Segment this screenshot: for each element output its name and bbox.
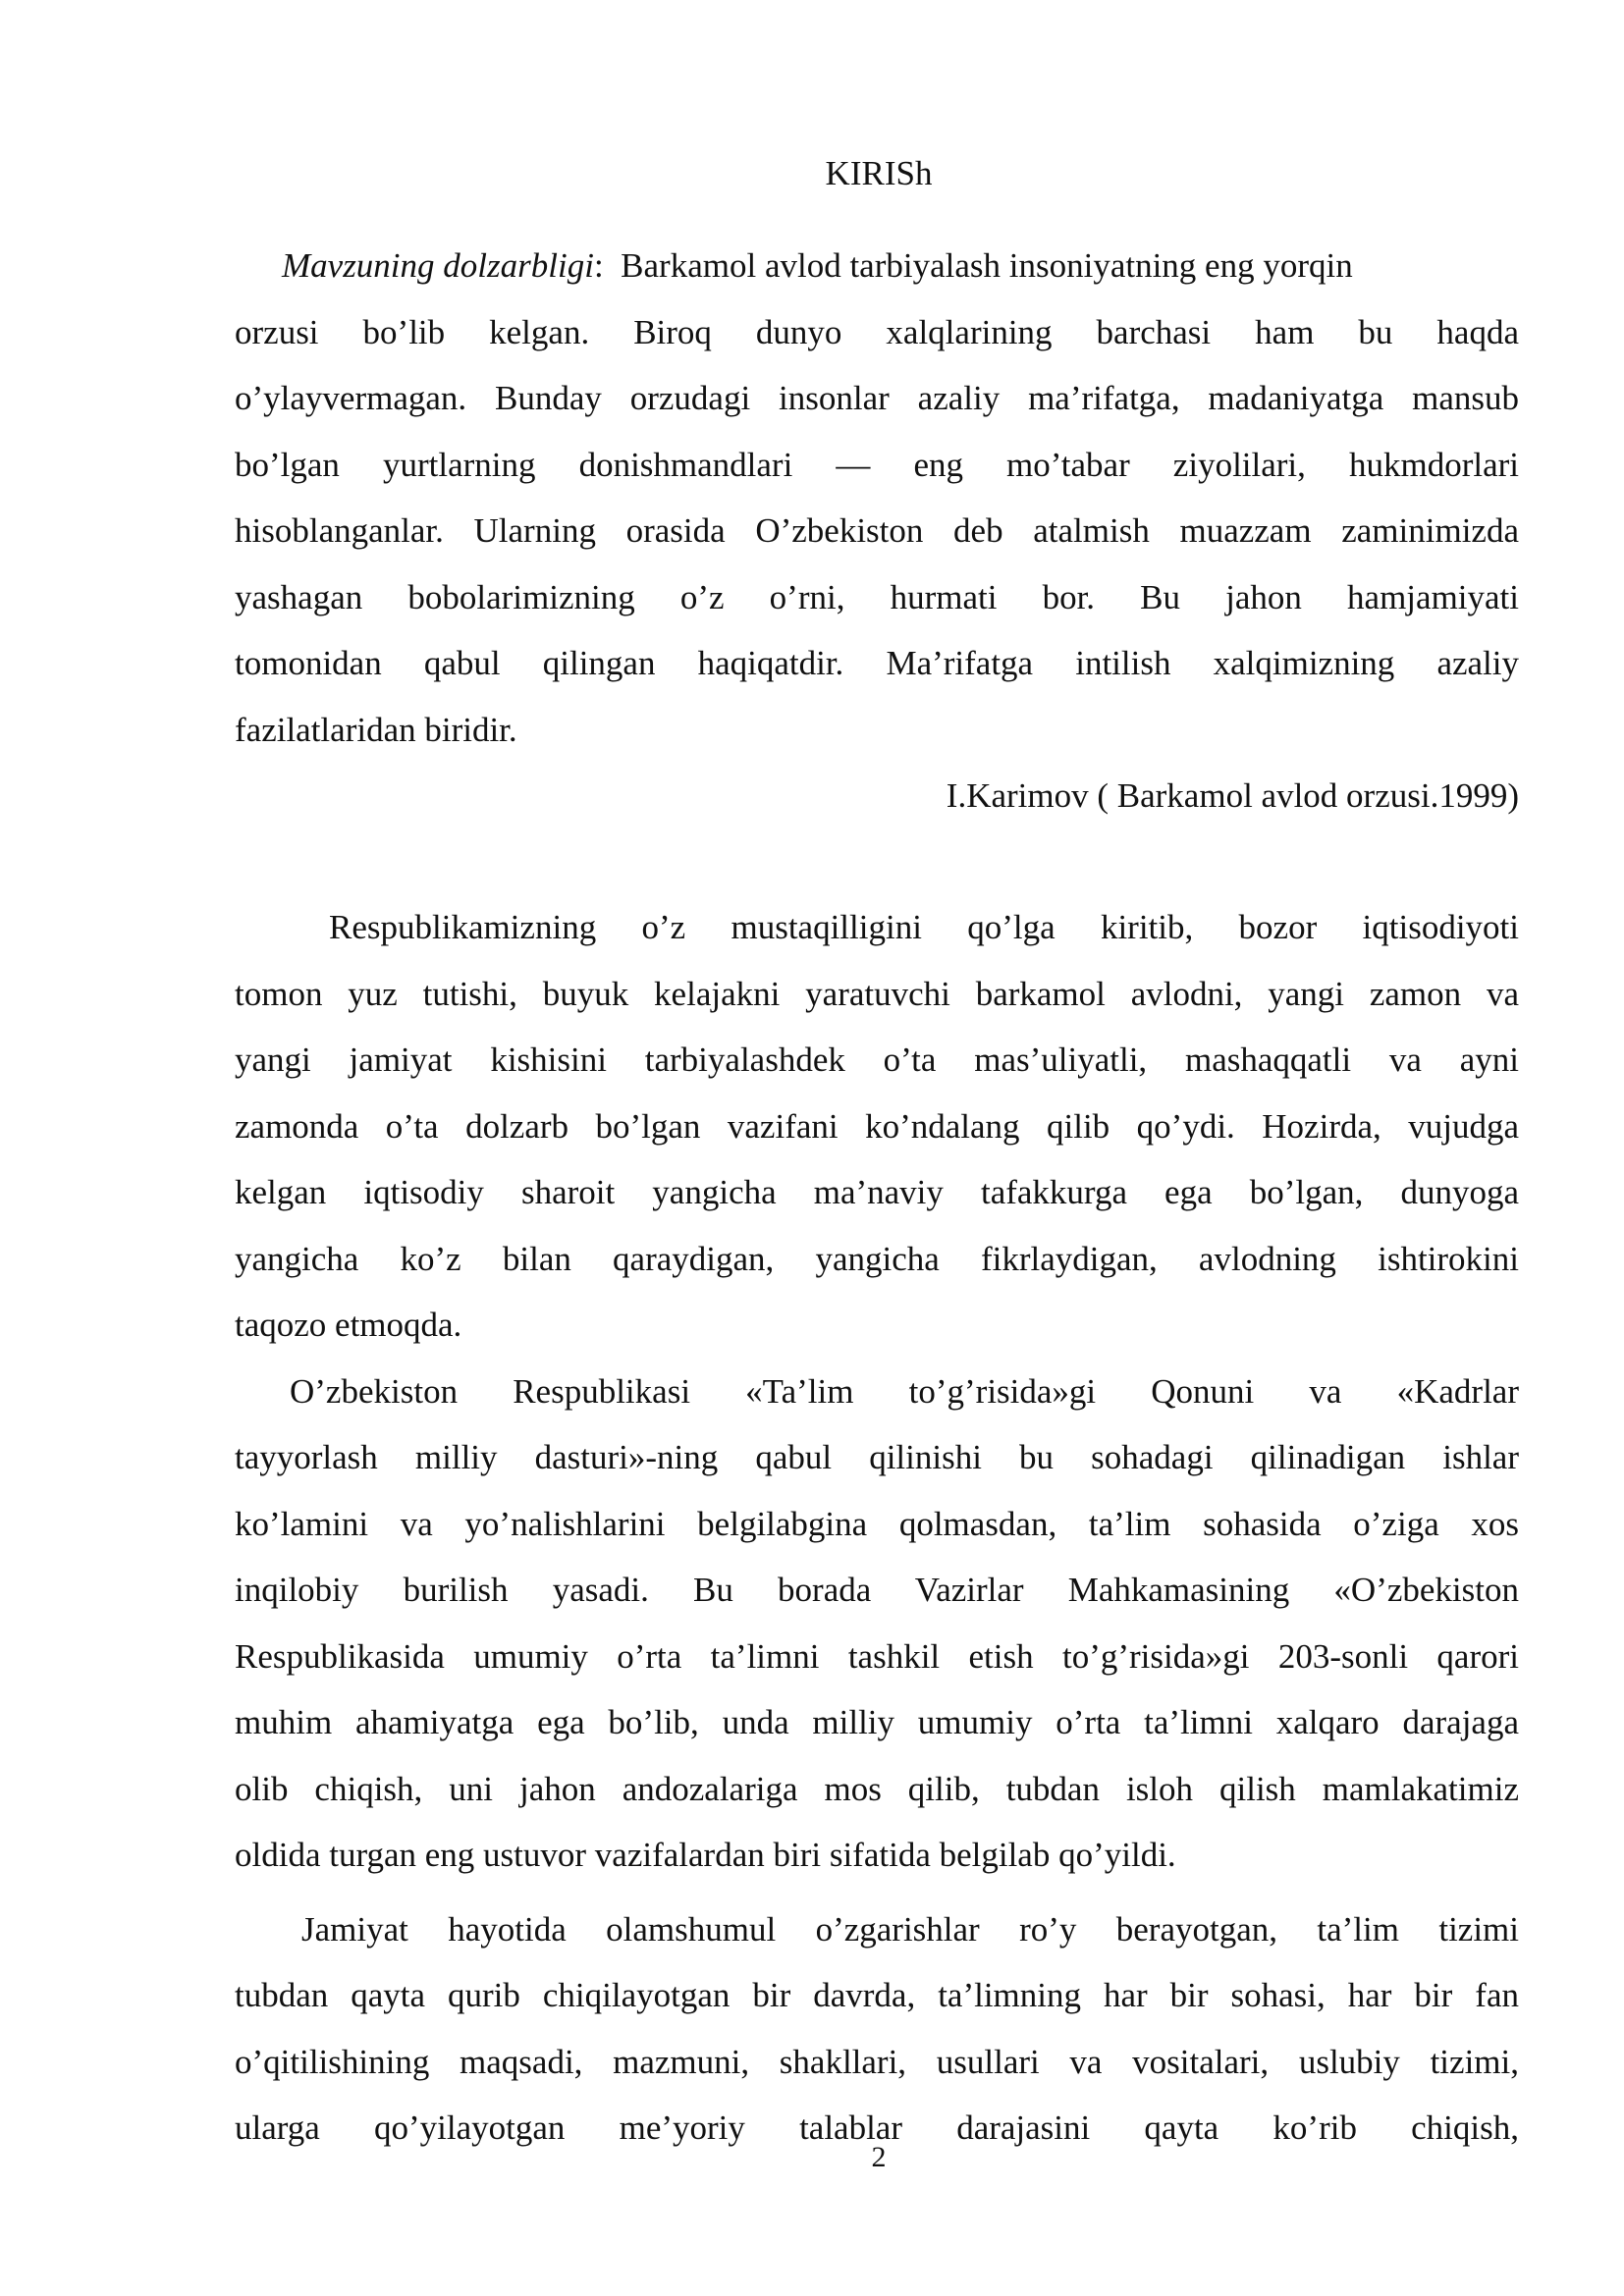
paragraph-line: tomon yuz tutishi, buyuk kelajakni yaratuvchi barkamol avlodni, yangi zamon va [235, 974, 1519, 1013]
paragraph-gap [235, 1889, 1519, 1896]
epigraph-line: bo’lgan yurtlarning donishmandlari — eng mo’tabar ziyolilari, hukmdorlari [235, 445, 1519, 484]
label-colon: : [593, 246, 604, 285]
paragraph-line: o’qitilishining maqsadi, mazmuni, shakllari, usullari va vositalari, uslubiy tizimi, [235, 2042, 1519, 2081]
paragraph-line: tubdan qayta qurib chiqilayotgan bir davrda, ta’limning har bir sohasi, har bir fan [235, 1976, 1519, 2014]
paragraph-line: muhim ahamiyatga ega bo’lib, unda milliy umumiy o’rta ta’limni xalqaro darajaga [235, 1703, 1519, 1741]
main-text [235, 894, 1519, 2162]
paragraph-line: oldida turgan eng ustuvor vazifalardan biri sifatida belgilab qo’yildi. [235, 1836, 1176, 1874]
epigraph-line: hisoblanganlar. Ularning orasida O’zbekiston deb atalmish muazzam zaminimizda [235, 511, 1519, 550]
paragraph-line: Respublikasida umumiy o’rta ta’limni tashkil etish to’g’risida»gi 203-sonli qarori [235, 1636, 1519, 1676]
paragraph-line: taqozo etmoqda. [235, 1306, 462, 1344]
paragraph-line: ko’lamini va yo’nalishlarini belgilabgina qolmasdan, ta’lim sohasida o’ziga xos [235, 1504, 1519, 1543]
paragraph-line: yangi jamiyat kishisini tarbiyalashdek o’ta mas’uliyatli, mashaqqatli va ayni [235, 1041, 1519, 1079]
paragraph-line: ularga qo’yilayotgan me’yoriy talablar darajasini qayta ko’rib chiqish, [235, 2109, 1519, 2147]
paragraph-line: inqilobiy burilish yasadi. Bu borada Vazirlar Mahkamasining «O’zbekiston [235, 1571, 1519, 1609]
paragraph-line: tayyorlash milliy dasturi»-ning qabul qilinishi bu sohadagi qilinadigan ishlar [235, 1438, 1519, 1476]
page-number: 2 [871, 2141, 887, 2173]
epigraph-line: o’ylayvermagan. Bunday orzudagi insonlar azaliy ma’rifatga, madaniyatga mansub [235, 379, 1519, 417]
epigraph-line: fazilatlaridan biridir. [235, 710, 517, 749]
paragraph-line: Respublikamizning o’z mustaqilligini qo’lga kiritib, bozor iqtisodiyoti [329, 908, 1519, 946]
page-title: KIRISh [825, 154, 933, 192]
paragraph-line: zamonda o’ta dolzarb bo’lgan vazifani ko’ndalang qilib qo’ydi. Hozirda, vujudga [235, 1106, 1519, 1146]
epigraph-line [235, 233, 1519, 299]
epigraph-section [235, 233, 1519, 829]
paragraph-line: yangicha ko’z bilan qaraydigan, yangicha fikrlaydigan, avlodning ishtirokini [235, 1239, 1519, 1278]
paragraph-line: O’zbekiston Respublikasi «Ta’lim to’g’risida»gi Qonuni va «Kadrlar [290, 1371, 1519, 1411]
epigraph-line: yashagan bobolarimizning o’z o’rni, hurmati bor. Bu jahon hamjamiyati [235, 577, 1519, 616]
paragraph-line: Jamiyat hayotida olamshumul o’zgarishlar ro’y berayotgan, ta’lim tizimi [301, 1909, 1519, 1949]
paragraph-line: olib chiqish, uni jahon andozalariga mos qilib, tubdan isloh qilish mamlakatimiz [235, 1769, 1519, 1808]
topic-relevance-label: Mavzuning dolzarbligi [282, 246, 594, 285]
epigraph-line: tomonidan qabul qilingan haqiqatdir. Ma’rifatga intilish xalqimizning azaliy [235, 644, 1519, 682]
paragraph-line: kelgan iqtisodiy sharoit yangicha ma’naviy tafakkurga ega bo’lgan, dunyoga [235, 1173, 1519, 1211]
epigraph-line: orzusi bo’lib kelgan. Biroq dunyo xalqlarining barchasi ham bu haqda [235, 312, 1519, 351]
epigraph-author: I.Karimov ( Barkamol avlod orzusi.1999) [946, 776, 1519, 815]
epigraph-line-text: Barkamol avlod tarbiyalash insoniyatning eng yorqin [621, 246, 1353, 285]
